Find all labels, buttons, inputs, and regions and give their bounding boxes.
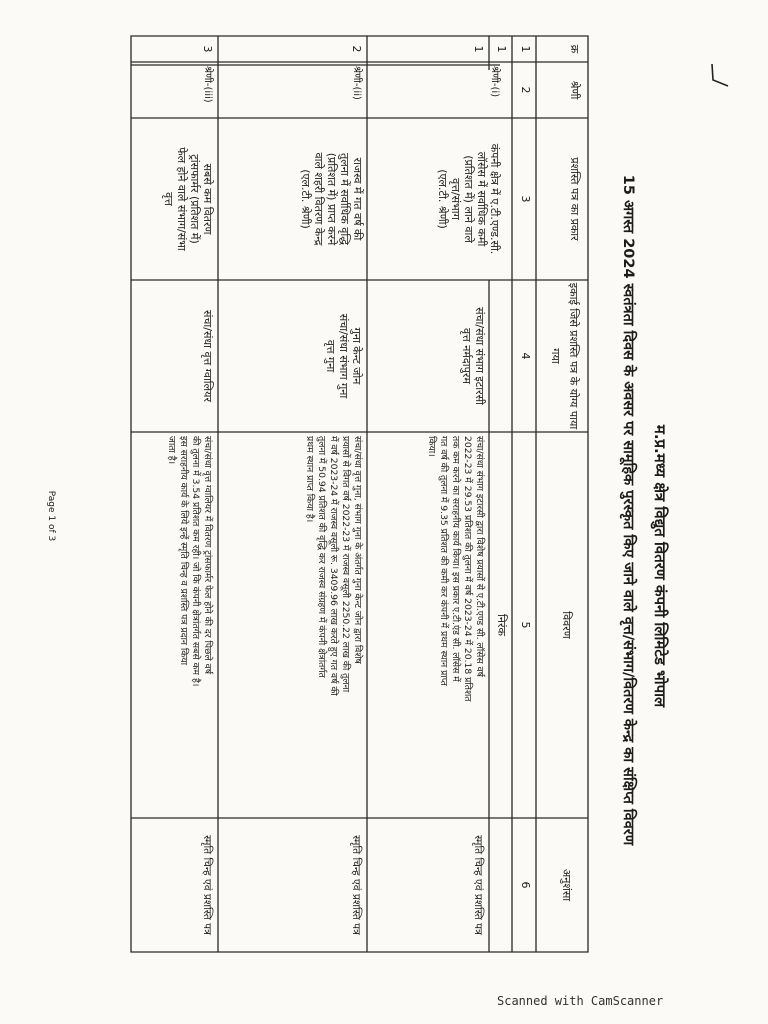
row-2-unit-line: वृत्त गुना: [324, 339, 338, 373]
pen-mark: [700, 62, 730, 92]
row-1-award-line: लॉसेस में सर्वाधिक कमी: [475, 151, 489, 247]
row-3-recommendation: स्मृति चिन्ह एवं प्रशस्ति पत्र: [201, 835, 213, 935]
row-2-award-line: वाले शहरी वितरण केन्द्र: [312, 152, 326, 246]
row-2-details-line: संचा/संधा वृत्त गुना, संभाग गुना के अंतर्गत गुना केन्ट जोन द्वारा विशेष: [352, 436, 363, 664]
section-label: निरंक: [495, 614, 508, 636]
row-2-award-type: [298, 118, 363, 280]
row-1-award-line: वृत्त/संभाग: [449, 178, 463, 220]
row-1-details-line: किया।: [426, 436, 438, 457]
row-2-award-line: तुलना में सर्वाधिक वृद्धि: [338, 153, 352, 245]
row-1-award-type: [435, 118, 500, 280]
scanner-note: Scanned with CamScanner: [497, 994, 664, 1008]
header-eligible-unit-text: इकाई जिसे प्रशस्ति पत्र के योग्य पाया गया: [549, 282, 580, 430]
row-3-details-line: इस सराहनीय कार्य के लिये इन्हें स्मृति चिन्ह व प्रशस्ति पत्र प्रदान किया: [178, 436, 190, 666]
row-3-award-line: सबसे कम वितरण: [201, 163, 214, 235]
row-1-serial: 1: [472, 45, 485, 53]
row-2-unit: [323, 280, 362, 432]
row-2-details: [303, 436, 363, 816]
page-number: Page 1 of 3: [46, 490, 56, 542]
row-1-details-line: 2022-23 में 29.53 प्रतिशत की तुलना में वर्ष 2023-24 में 20.18 प्रतिशत: [462, 436, 474, 702]
row-3-award-line: फेल होने वाले संभाग/संभा: [175, 147, 189, 251]
row-2-details-line: प्रयासों से विगत वर्ष 2022-23 में राजस्व वसूली 2250.22 लाख की तुलना: [340, 436, 352, 693]
row-3-details-line: जाता है।: [166, 436, 178, 465]
row-1-details-line: संचा/संधा संभाग इटारसी द्वारा विशेष प्रयासों से ए.टी.एण्ड सी. लॉसेस वर्ष: [474, 436, 485, 677]
row-1-unit: [459, 280, 485, 432]
row-3-details-line: संचा/संधा वृत्त ग्वालियर में वितरण ट्रांसफार्मर फेल होने की दर पिछले वर्ष: [202, 436, 213, 675]
column-number-1: 1: [519, 45, 532, 53]
row-2-details-line: प्रथम स्थान प्राप्त किया है।: [304, 436, 316, 523]
header-category: श्रेणी: [568, 80, 581, 100]
column-number-4: 4: [519, 352, 532, 360]
document-subtitle: 15 अगस्त 2024 स्वतंत्रता दिवस के अवसर पर सामूहिक पुरस्कृत किए जाने वाले वृत्त/संभाग/वितरण केन्द्र का संक्षिप्त विवरण: [620, 174, 636, 846]
row-3-award-line: वृत्त: [162, 192, 176, 206]
row-1-award-line: (एल.टी. श्रेणी): [436, 169, 450, 229]
column-number-5: 5: [519, 621, 532, 629]
row-2-unit-line: संचा/संधा संभाग गुना: [337, 313, 351, 399]
row-3-category: श्रेणी-(iii): [202, 66, 213, 103]
row-2-category: श्रेणी-(ii): [351, 66, 362, 100]
row-1-unit-line: संचा/संधा संभाग इटारसी: [473, 307, 486, 405]
row-1-award-line: कंपनी क्षेत्र में ए.टी.एण्ड.सी.: [488, 143, 501, 255]
row-2-details-line: तुलना में 50.94 प्रतिशत की वृद्धि कर राजस्व संग्रहण में कंपनी क्षेत्रांतर्गत: [316, 436, 328, 678]
row-2-award-line: (एल.टी. श्रेणी): [299, 169, 313, 229]
header-serial: क्र: [568, 44, 581, 54]
row-2-award-line: राजस्व में गत वर्ष की: [351, 157, 364, 241]
header-details: विवरण: [560, 611, 573, 639]
row-3-award-line: ट्रांसफार्मर (प्रतिशत में): [188, 154, 202, 244]
header-eligible-unit: [547, 280, 582, 432]
row-3-award-type: [161, 118, 213, 280]
row-2-serial: 2: [350, 45, 363, 53]
row-1-details-line: तक कम करने का सराहनीय कार्य किया। इस प्रकार ए.टी.एंड सी. लॉसेस में: [450, 436, 462, 682]
row-3-details: [165, 436, 213, 816]
row-1-details: [425, 436, 485, 816]
row-2-unit-line: गुना केन्ट जोन: [350, 327, 363, 385]
row-3-details-line: की तुलना में 3.54 प्रतिशत कम रही। जो कि कंपनी क्षेत्रांतर्गत सबसे कम है।: [190, 436, 202, 687]
row-1-award-line: (प्रतिशत में) लाने वाले: [462, 155, 476, 243]
header-recommendation: अनुशंसा: [560, 868, 573, 902]
column-number-2: 2: [519, 86, 532, 94]
row-3-unit: [200, 280, 213, 432]
column-number-6: 6: [519, 881, 532, 889]
row-1-unit-line: वृत्त नर्मदापुरम: [460, 328, 474, 384]
column-number-3: 3: [519, 195, 532, 203]
row-2-details-line: में वर्ष 2023-24 में राजस्व वसूली रू. 3409.96 लाख करते हुए गत वर्ष की: [328, 436, 340, 696]
row-1-recommendation: स्मृति चिन्ह एवं प्रशस्ति पत्र: [472, 835, 484, 935]
row-1-category: श्रेणी-(i): [489, 66, 500, 98]
section-serial: 1: [495, 45, 508, 53]
header-award-type: प्रशस्ति पत्र का प्रकार: [568, 157, 581, 241]
row-3-unit-line: संचा/संधा वृत्त ग्वालियर: [201, 310, 214, 402]
row-2-award-line: (प्रतिशत में) प्राप्त करने: [325, 152, 339, 246]
row-2-recommendation: स्मृति चिन्ह एवं प्रशस्ति पत्र: [350, 835, 362, 935]
row-1-details-line: गत वर्ष की तुलना में 9.35 प्रतिशत की कमी कर कंपनी में प्रथम स्थान प्राप्त: [438, 436, 450, 686]
company-title: म.प्र.मध्य क्षेत्र विद्युत वितरण कंपनी लिमिटेड भोपाल: [651, 424, 669, 708]
row-3-serial: 3: [201, 45, 214, 53]
